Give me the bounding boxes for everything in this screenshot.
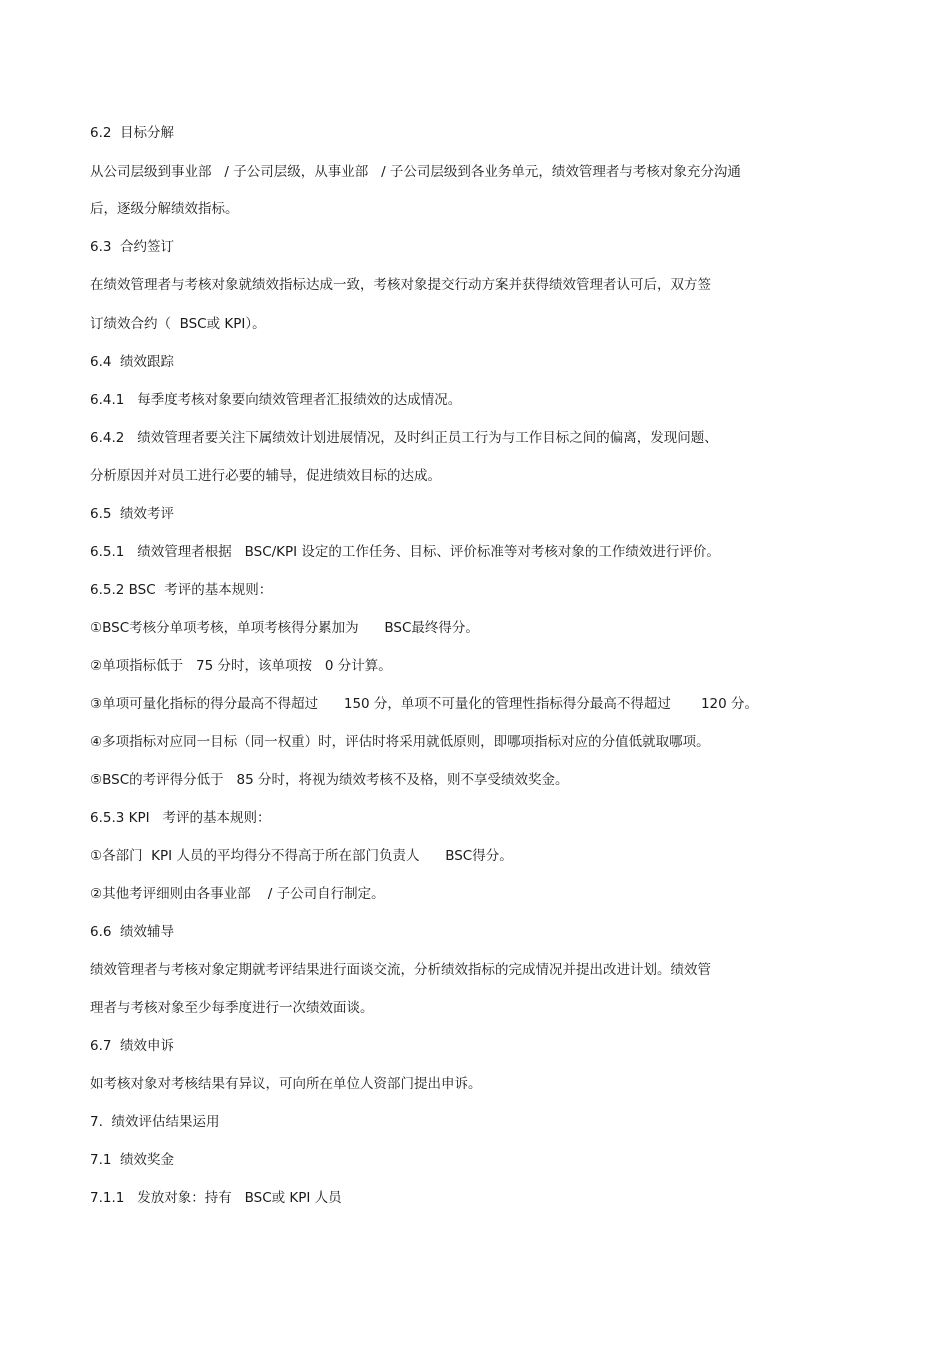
section-heading-6-7: 6.7 绩效申诉 [90, 1038, 175, 1054]
paragraph-line: 在绩效管理者与考核对象就绩效指标达成一致，考核对象提交行动方案并获得绩效管理者认可后，双方签 [90, 277, 711, 293]
paragraph-line: 理者与考核对象至少每季度进行一次绩效面谈。 [90, 1000, 374, 1016]
clause-6-5-3: 6.5.3 KPI 考评的基本规则： [90, 810, 271, 826]
rule-item: ③单项可量化指标的得分最高不得超过 150 分，单项不可量化的管理性指标得分最高不得超过 120 分。 [90, 696, 759, 712]
clause-6-5-2: 6.5.2 BSC 考评的基本规则： [90, 582, 273, 598]
section-heading-6-3: 6.3 合约签订 [90, 239, 175, 255]
paragraph-line: 从公司层级到事业部 / 子公司层级，从事业部 / 子公司层级到各业务单元，绩效管理者与考核对象充分沟通 [90, 164, 741, 180]
section-heading-6-5: 6.5 绩效考评 [90, 506, 175, 522]
section-heading-6-2: 6.2 目标分解 [90, 125, 175, 141]
clause-6-4-2: 6.4.2 绩效管理者要关注下属绩效计划进展情况，及时纠正员工行为与工作目标之间的偏离，发现问题、 [90, 430, 718, 446]
rule-item: ①BSC考核分单项考核，单项考核得分累加为 BSC最终得分。 [90, 620, 479, 636]
paragraph-line: 订绩效合约（ BSC或 KPI）。 [90, 316, 266, 332]
paragraph-line: 后，逐级分解绩效指标。 [90, 201, 239, 217]
rule-item: ②单项指标低于 75 分时，该单项按 0 分计算。 [90, 658, 392, 674]
section-heading-7-1: 7.1 绩效奖金 [90, 1152, 175, 1168]
rule-item: ④多项指标对应同一目标（同一权重）时，评估时将采用就低原则，即哪项指标对应的分值低就取哪项。 [90, 734, 710, 750]
section-heading-6-6: 6.6 绩效辅导 [90, 924, 175, 940]
paragraph-line: 绩效管理者与考核对象定期就考评结果进行面谈交流，分析绩效指标的完成情况并提出改进计划。绩效管 [90, 962, 711, 978]
chapter-heading-7: 7. 绩效评估结果运用 [90, 1114, 220, 1130]
rule-item: ⑤BSC的考评得分低于 85 分时，将视为绩效考核不及格，则不享受绩效奖金。 [90, 772, 569, 788]
clause-6-4-1: 6.4.1 每季度考核对象要向绩效管理者汇报绩效的达成情况。 [90, 392, 462, 408]
rule-item: ②其他考评细则由各事业部 / 子公司自行制定。 [90, 886, 385, 902]
rule-item: ①各部门 KPI 人员的平均得分不得高于所在部门负责人 BSC得分。 [90, 848, 513, 864]
paragraph-line: 分析原因并对员工进行必要的辅导，促进绩效目标的达成。 [90, 468, 441, 484]
clause-7-1-1: 7.1.1 发放对象：持有 BSC或 KPI 人员 [90, 1190, 342, 1206]
paragraph-line: 如考核对象对考核结果有异议，可向所在单位人资部门提出申诉。 [90, 1076, 482, 1092]
section-heading-6-4: 6.4 绩效跟踪 [90, 354, 175, 370]
clause-6-5-1: 6.5.1 绩效管理者根据 BSC/KPI 设定的工作任务、目标、评价标准等对考核对象的工作绩效进行评价。 [90, 544, 720, 560]
